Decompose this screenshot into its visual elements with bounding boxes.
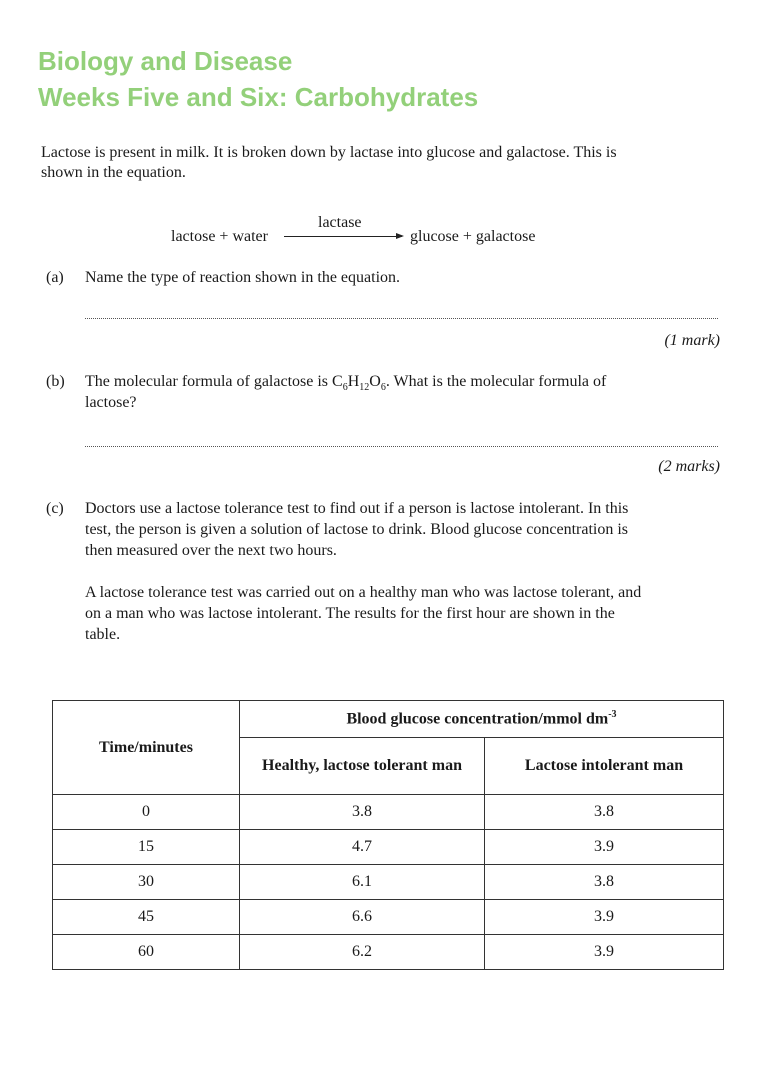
cell-healthy: 3.8 bbox=[240, 795, 485, 830]
cell-healthy: 6.2 bbox=[240, 935, 485, 970]
header-time: Time/minutes bbox=[53, 701, 240, 795]
question-c-line: on a man who was lactose intolerant. The results for the first hour are shown in the bbox=[85, 605, 615, 622]
table-row bbox=[53, 865, 724, 900]
header-intolerant: Lactose intolerant man bbox=[485, 738, 724, 795]
question-a-text: Name the type of reaction shown in the equation. bbox=[85, 269, 401, 286]
cell-time: 15 bbox=[53, 830, 240, 865]
cell-time: 45 bbox=[53, 900, 240, 935]
equation-reactants: lactose + water bbox=[171, 228, 268, 245]
question-c-line: then measured over the next two hours. bbox=[85, 542, 337, 559]
question-c-line: test, the person is given a solution of lactose to drink. Blood glucose concentration is bbox=[85, 521, 629, 538]
page-title: Biology and Disease bbox=[38, 46, 293, 76]
answer-line-b[interactable] bbox=[85, 446, 718, 447]
header-blood-glucose: Blood glucose concentration/mmol $dm^{-3}$ bbox=[240, 701, 724, 738]
table-row bbox=[53, 795, 724, 830]
question-b-marks: (2 marks) bbox=[658, 458, 720, 475]
question-b-text: The molecular formula of galactose is $C_6H_{12}O_6$. What is the molecular formula of bbox=[85, 373, 607, 394]
cell-healthy: 6.1 bbox=[240, 865, 485, 900]
question-c-line: table. bbox=[85, 626, 121, 643]
results-table bbox=[52, 700, 724, 970]
intro-line: Lactose is present in milk. It is broken down by lactase into glucose and galactose. This is bbox=[41, 144, 617, 161]
table-row bbox=[53, 900, 724, 935]
equation-enzyme: lactase bbox=[318, 214, 362, 231]
cell-intolerant: 3.8 bbox=[485, 865, 724, 900]
cell-intolerant: 3.9 bbox=[485, 830, 724, 865]
cell-intolerant: 3.9 bbox=[485, 900, 724, 935]
question-a-label: (a) bbox=[46, 269, 64, 286]
question-c-line: A lactose tolerance test was carried out on a healthy man who was lactose tolerant, and bbox=[85, 584, 642, 601]
cell-healthy: 4.7 bbox=[240, 830, 485, 865]
question-b-label: (b) bbox=[46, 373, 65, 390]
cell-time: 0 bbox=[53, 795, 240, 830]
table-row bbox=[53, 935, 724, 970]
cell-intolerant: 3.9 bbox=[485, 935, 724, 970]
cell-time: 60 bbox=[53, 935, 240, 970]
reaction-arrow-icon bbox=[284, 236, 402, 237]
answer-line-a[interactable] bbox=[85, 318, 718, 319]
question-c-label: (c) bbox=[46, 500, 64, 517]
page-subtitle: Weeks Five and Six: Carbohydrates bbox=[38, 82, 479, 112]
header-healthy: Healthy, lactose tolerant man bbox=[240, 738, 485, 795]
intro-line: shown in the equation. bbox=[41, 164, 186, 181]
cell-time: 30 bbox=[53, 865, 240, 900]
question-a-marks: (1 mark) bbox=[664, 332, 720, 349]
table-row bbox=[53, 830, 724, 865]
question-c-line: Doctors use a lactose tolerance test to find out if a person is lactose intolerant. In this bbox=[85, 500, 629, 517]
cell-intolerant: 3.8 bbox=[485, 795, 724, 830]
equation-products: glucose + galactose bbox=[410, 228, 536, 245]
question-b-text-line2: lactose? bbox=[85, 394, 137, 411]
cell-healthy: 6.6 bbox=[240, 900, 485, 935]
